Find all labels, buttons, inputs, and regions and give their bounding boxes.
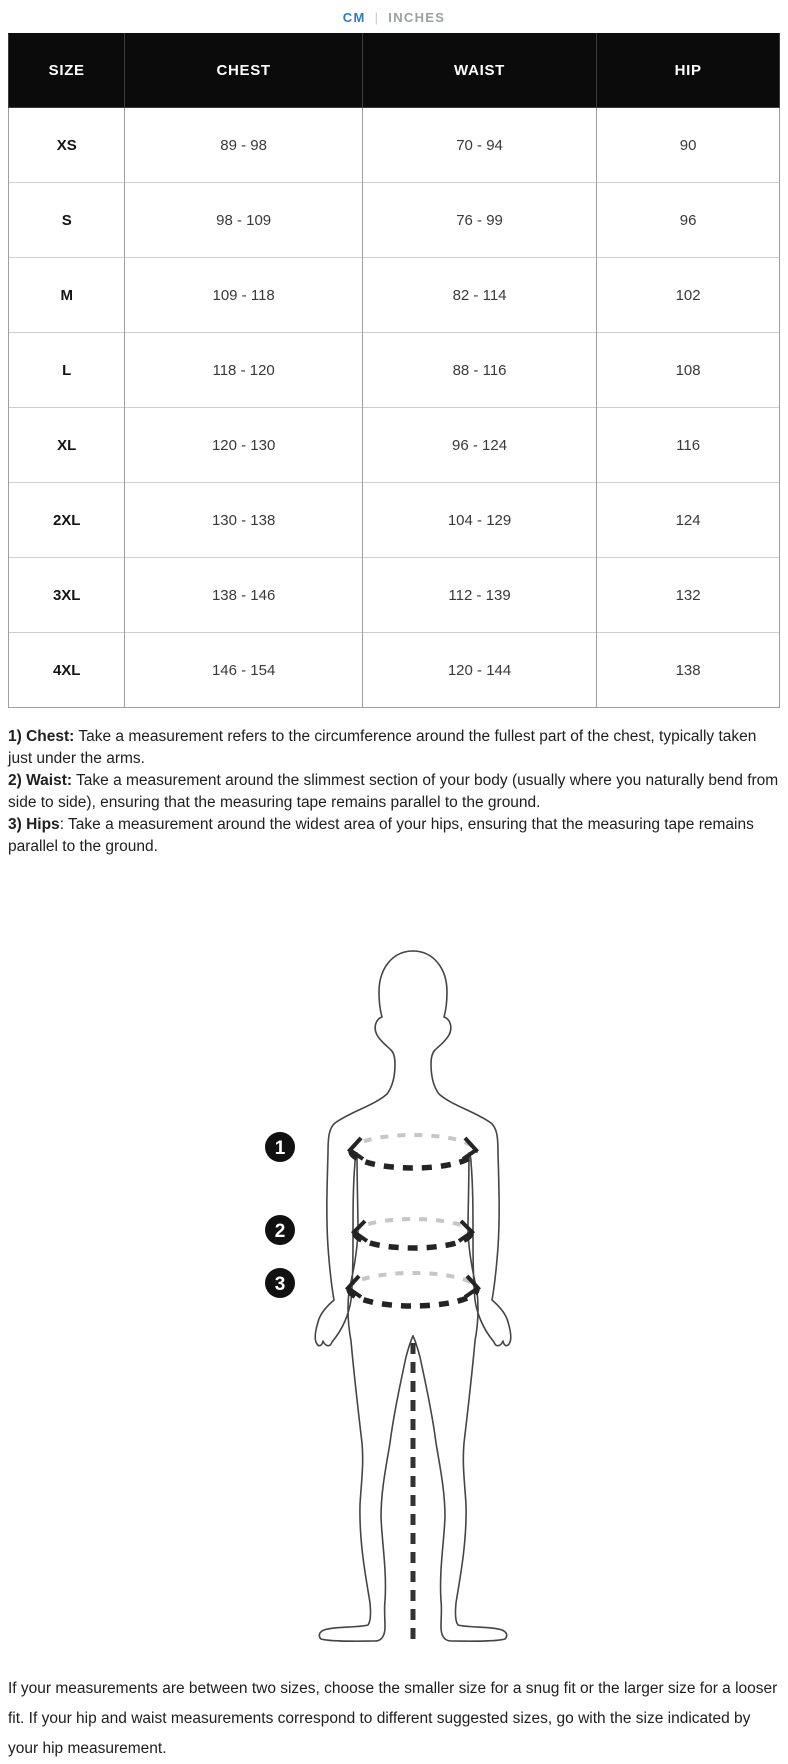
chest-range: 130 - 138 bbox=[125, 483, 362, 558]
marker-3-number: 3 bbox=[274, 1274, 286, 1295]
size-label: S bbox=[9, 183, 125, 258]
waist-range: 88 - 116 bbox=[362, 333, 596, 408]
note-hips-label: 3) Hips bbox=[8, 816, 60, 833]
waist-range: 70 - 94 bbox=[362, 108, 596, 183]
chest-range: 146 - 154 bbox=[125, 633, 362, 708]
hip-measure-ellipse bbox=[348, 1273, 478, 1306]
marker-2-badge bbox=[265, 1215, 295, 1245]
note-waist-text: Take a measurement around the slimmest section of your body (usually where you naturally bend from side to side), ensuring that the measuring tape remains parallel to the ground. bbox=[8, 772, 779, 811]
size-label: 4XL bbox=[9, 633, 125, 708]
table-row-l bbox=[9, 333, 780, 408]
table-row-2xl bbox=[9, 483, 780, 558]
size-label: M bbox=[9, 258, 125, 333]
hip-value: 116 bbox=[597, 408, 780, 483]
hip-value: 124 bbox=[597, 483, 780, 558]
hip-value: 108 bbox=[597, 333, 780, 408]
unit-cm-button[interactable]: CM bbox=[342, 10, 366, 25]
body-measurement-diagram bbox=[228, 943, 608, 1663]
waist-range: 120 - 144 bbox=[362, 633, 596, 708]
table-row-4xl bbox=[9, 633, 780, 708]
table-row-xs bbox=[9, 108, 780, 183]
size-label: L bbox=[9, 333, 125, 408]
table-row-s bbox=[9, 183, 780, 258]
waist-range: 104 - 129 bbox=[362, 483, 596, 558]
marker-2-number: 2 bbox=[274, 1221, 286, 1242]
size-label: XS bbox=[9, 108, 125, 183]
hip-value: 90 bbox=[597, 108, 780, 183]
note-chest-label: 1) Chest: bbox=[8, 728, 75, 745]
measurement-notes bbox=[8, 726, 779, 858]
note-hips bbox=[8, 814, 779, 858]
fit-advice-text: If your measurements are between two sizes, choose the smaller size for a snug fit or the larger size for a looser fit. If your hip and waist measurements correspond to different suggested sizes, go with the size indicated by your hip measurement. bbox=[8, 1680, 778, 1757]
note-hips-text: : Take a measurement around the widest area of your hips, ensuring that the measuring tape remains parallel to the ground. bbox=[8, 816, 754, 855]
chest-range: 98 - 109 bbox=[125, 183, 362, 258]
col-header-size: SIZE bbox=[9, 34, 125, 108]
size-label: 2XL bbox=[9, 483, 125, 558]
note-waist-label: 2) Waist: bbox=[8, 772, 73, 789]
table-row-3xl bbox=[9, 558, 780, 633]
body-diagram bbox=[0, 858, 788, 1668]
col-header-chest: CHEST bbox=[125, 34, 362, 108]
chest-range: 118 - 120 bbox=[125, 333, 362, 408]
unit-toggle bbox=[0, 0, 788, 33]
chest-measure-ellipse bbox=[350, 1135, 476, 1168]
table-row-xl bbox=[9, 408, 780, 483]
size-table-header-row bbox=[9, 34, 780, 108]
waist-measure-ellipse bbox=[354, 1219, 472, 1248]
col-header-waist: WAIST bbox=[362, 34, 596, 108]
hip-value: 96 bbox=[597, 183, 780, 258]
note-chest-text: Take a measurement refers to the circumference around the fullest part of the chest, typically taken just under the arms. bbox=[8, 728, 757, 767]
size-label: 3XL bbox=[9, 558, 125, 633]
marker-3-badge bbox=[265, 1268, 295, 1298]
waist-range: 112 - 139 bbox=[362, 558, 596, 633]
hip-value: 102 bbox=[597, 258, 780, 333]
waist-range: 76 - 99 bbox=[362, 183, 596, 258]
hip-value: 132 bbox=[597, 558, 780, 633]
marker-1-badge bbox=[265, 1132, 295, 1162]
marker-1-number: 1 bbox=[274, 1138, 286, 1159]
col-header-hip: HIP bbox=[597, 34, 780, 108]
size-table bbox=[8, 33, 780, 708]
hip-value: 138 bbox=[597, 633, 780, 708]
table-row-m bbox=[9, 258, 780, 333]
chest-range: 89 - 98 bbox=[125, 108, 362, 183]
note-waist bbox=[8, 770, 779, 814]
chest-range: 109 - 118 bbox=[125, 258, 362, 333]
size-label: XL bbox=[9, 408, 125, 483]
chest-range: 120 - 130 bbox=[125, 408, 362, 483]
waist-range: 96 - 124 bbox=[362, 408, 596, 483]
note-chest bbox=[8, 726, 779, 770]
unit-separator: | bbox=[374, 10, 380, 25]
unit-inches-button[interactable]: INCHES bbox=[388, 10, 446, 25]
chest-range: 138 - 146 bbox=[125, 558, 362, 633]
waist-range: 82 - 114 bbox=[362, 258, 596, 333]
